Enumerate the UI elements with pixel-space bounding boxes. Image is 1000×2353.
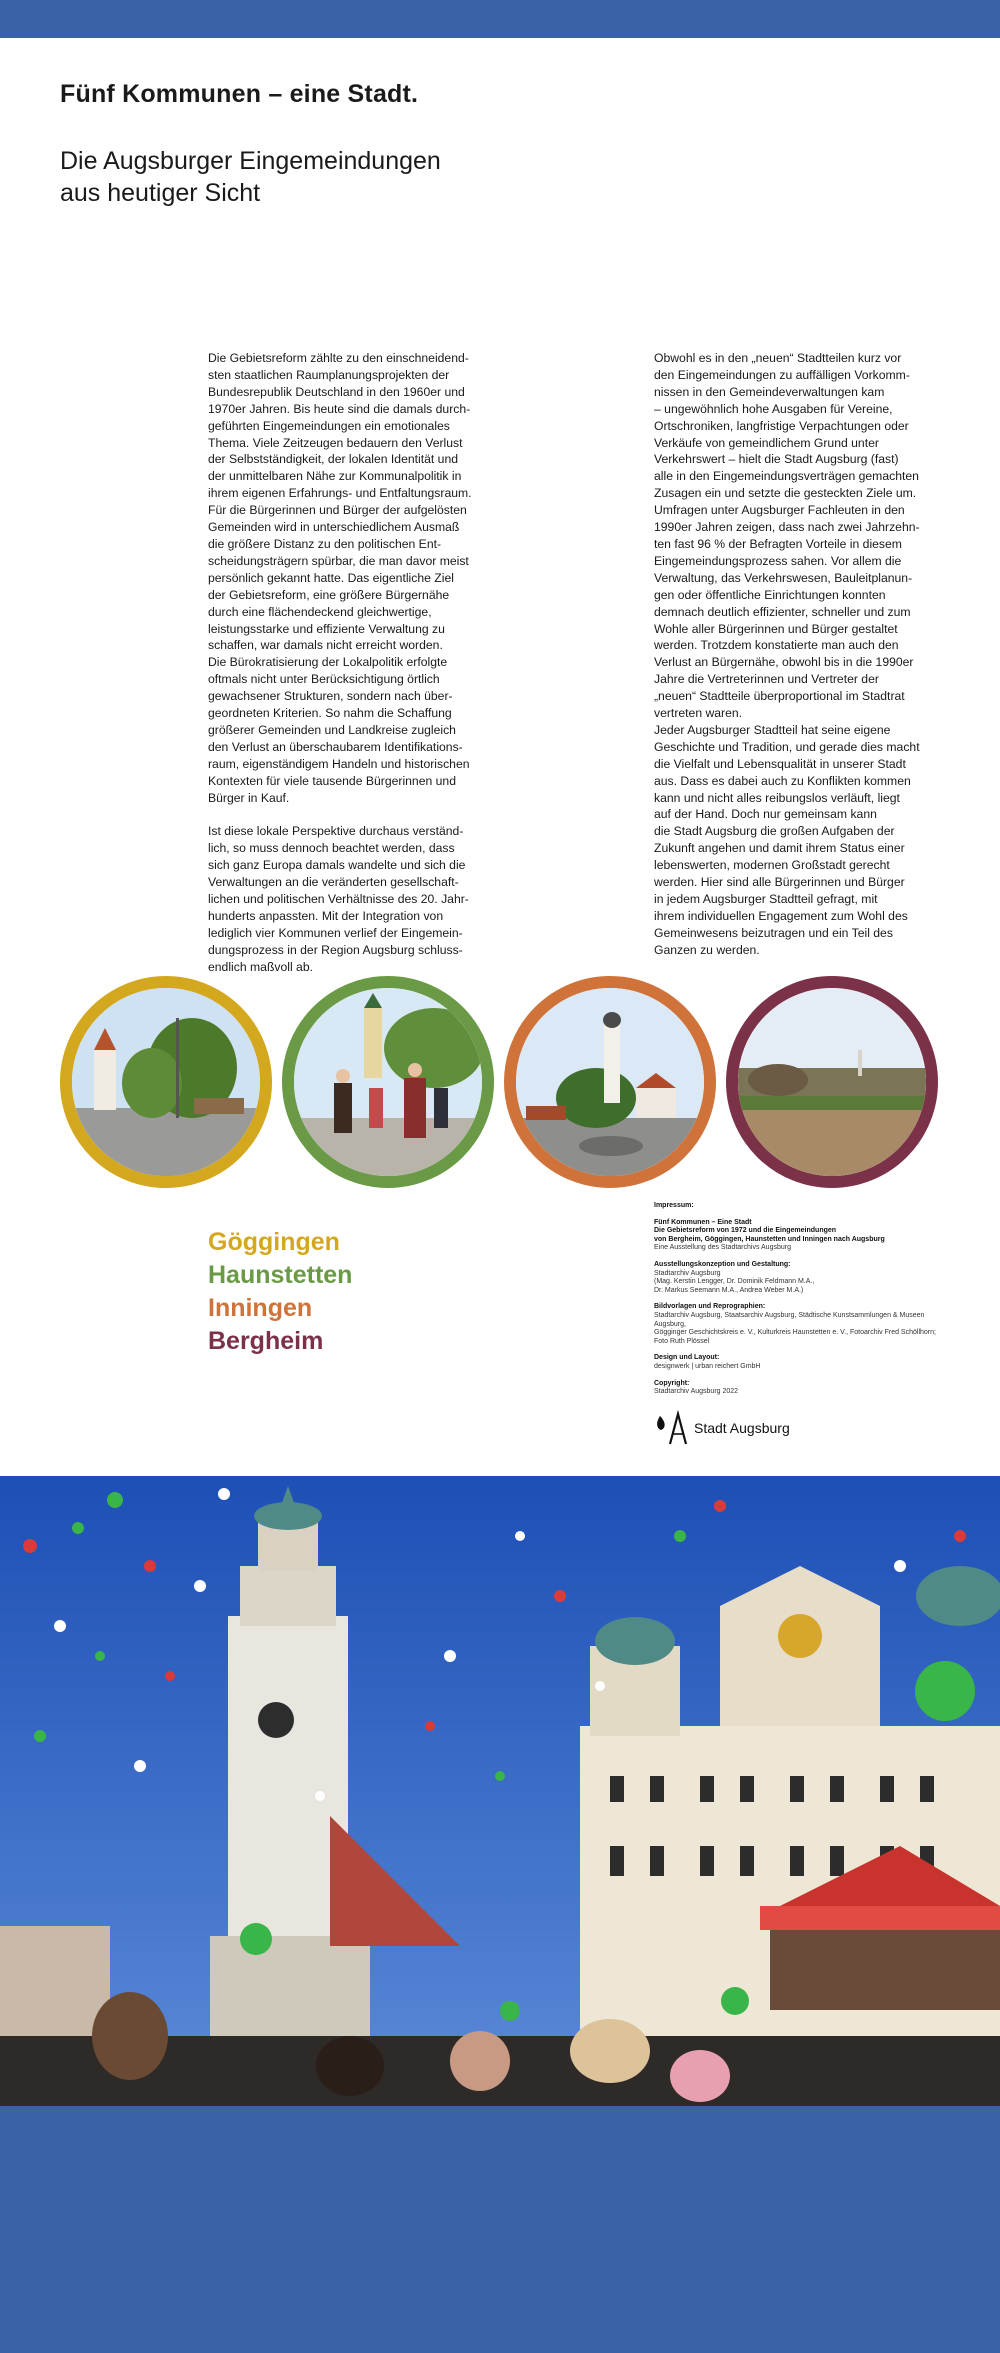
- page-title: Fünf Kommunen – eine Stadt.: [60, 80, 419, 108]
- top-color-band: [0, 0, 1000, 38]
- district-bergheim: Bergheim: [208, 1327, 324, 1355]
- imprint: [654, 1202, 954, 1405]
- imprint-heading: Impressum:: [654, 1202, 694, 1209]
- text-column-right: [654, 350, 950, 976]
- district-list: [208, 1226, 352, 1358]
- district-haunstetten: Haunstetten: [208, 1261, 353, 1289]
- city-logo: [654, 1410, 790, 1446]
- subtitle-line-1: Die Augsburger Eingemeindungen: [60, 147, 441, 175]
- photo-circle-goeggingen: [60, 976, 272, 1188]
- paragraph-left-2: Ist diese lokale Perspektive durchaus verständ- lich, so muss dennoch beachtet werden, dass sich ganz Europa damals wandelte und sich die Verwaltungen an die veränderten gesellschaft- lichen und politischen Verhältnisse des 20. Jahr- hunderts anpassten. Mit der Integration von lediglich vier Kommunen verlief der Eingemein- dungsprozess in der Region Augsburg schluss- endlich maßvoll ab.: [208, 824, 469, 974]
- stadt-augsburg-logo-icon: [654, 1410, 688, 1446]
- imprint-images-heading: Bildvorlagen und Reprographien:: [654, 1303, 766, 1311]
- town-hall-photo: [0, 1476, 1000, 2106]
- bottom-color-band: [0, 2106, 1000, 2353]
- imprint-copyright-heading: Copyright:: [654, 1379, 690, 1387]
- page-subtitle: [60, 145, 580, 209]
- photo-circle-inningen: [504, 976, 716, 1188]
- imprint-design-heading: Design und Layout:: [654, 1354, 720, 1362]
- imprint-design-text: designwerk | urban reichert GmbH: [654, 1362, 761, 1370]
- imprint-copyright-text: Stadtarchiv Augsburg 2022: [654, 1388, 739, 1396]
- imprint-project-title: Fünf Kommunen – Eine Stadt Die Gebietsreform von 1972 und die Eingemeindungen von Bergheim, Göggingen, Haunstetten und Inningen nach Augsburg: [654, 1218, 885, 1243]
- imprint-project-subtitle: Eine Ausstellung des Stadtarchivs Augsburg: [654, 1244, 791, 1252]
- text-column-left: [208, 350, 498, 992]
- imprint-images-text: Stadtarchiv Augsburg, Staatsarchiv Augsburg, Städtische Kunstsammlungen & Museen Augsburg, Gögginger Geschichtskreis e. V., Kulturkreis Haunstetten e. V., Fotoarchiv Fred Schöllhorn; Foto Ruth Plössel: [654, 1311, 936, 1345]
- imprint-concept-heading: Ausstellungskonzeption und Gestaltung:: [654, 1260, 791, 1268]
- photo-circle-bergheim: [726, 976, 938, 1188]
- photo-circle-haunstetten: [282, 976, 494, 1188]
- imprint-concept-text: Stadtarchiv Augsburg (Mag. Kerstin Lengger, Dr. Dominik Feldmann M.A., Dr. Markus Seemann M.A., Andrea Weber M.A.): [654, 1269, 815, 1294]
- paragraph-left-1: Die Gebietsreform zählte zu den einschneidend- sten staatlichen Raumplanungsprojekten der Bundesrepublik Deutschland in den 1960er und 1970er Jahren. Bis heute sind die damals durch- geführten Eingemeindungen ein emotionales Thema. Viele Zeitzeugen bedauern den Verlust der Selbstständigkeit, der lokalen Identität und der unmittelbaren Nähe zur Kommunalpolitik in ihrem eigenen Erfahrungs- und Entfaltungsraum. Für die Bürgerinnen und Bürger der aufgelösten Gemeinden wird in unterschiedlichem Ausmaß die größere Distanz zu den politischen Ent- scheidungsträgern spürbar, die man davor meist persönlich gekannt hatte. Das eigentliche Ziel der Gebietsreform, eine größere Bürgernähe durch eine flächendeckend gleichwertige, leistungsstarke und effiziente Verwaltung zu schaffen, war damals nicht erreicht worden. Die Bürokratisierung der Lokalpolitik erfolgte oftmals nicht unter Berücksichtigung örtlich gewachsener Strukturen, sondern nach über- geordneten Kriterien. So nahm die Schaffung größerer Gemeinden und Landkreise zugleich den Verlust an überschaubarem Identifikations- raum, eigenständigem Handeln und historischen Kontexten für viele tausende Bürgerinnen und Bürger in Kauf.: [208, 351, 472, 805]
- paragraph-right-1: Obwohl es in den „neuen“ Stadtteilen kurz vor den Eingemeindungen zu auffälligen Vorkomm- nissen in den Gemeindeverwaltungen kam – ungewöhnlich hohe Ausgaben für Vereine, Ortschroniken, langfristige Verpachtungen oder Verkäufe von gemeindlichem Grund unter Verkehrswert – hielt die Stadt Augsburg (fast) alle in den Eingemeindungsverträgen gemachten Zusagen ein und setzte die gesteckten Ziele um. Umfragen unter Augsburger Fachleuten in den 1990er Jahren zeigen, dass nach zwei Jahrzehn- ten fast 96 % der Befragten Vorteile in diesem Eingemeindungsprozess sahen. Vor allem die Verwaltung, das Verkehrswesen, Bauleitplanun- gen oder öffentliche Einrichtungen konnten demnach deutlich effizienter, schneller und zum Wohle aller Bürgerinnen und Bürger gestaltet werden. Trotzdem konstatierte man auch den Verlust an Bürgernähe, obwohl bis in die 1990er Jahre die Vertreterinnen und Vertreter der „neuen“ Stadtteile überproportional im Stadtrat vertreten waren. Jeder Augsburger Stadtteil hat seine eigene Geschichte und Tradition, und gerade dies macht die Vielfalt und Lebensqualität in unserer Stadt aus. Dass es dabei auch zu Konflikten kommen kann und nicht alles reibungslos verläuft, liegt auf der Hand. Doch nur gemeinsam kann die Stadt Augsburg die großen Aufgaben der Zukunft angehen und damit ihrem Status einer lebenswerten, modernen Großstadt gerecht werden. Hier sind alle Bürgerinnen und Bürger in jedem Augsburger Stadtteil gefragt, mit ihrem individuellen Engagement zum Wohl des Gemeinwesens beizutragen und ein Teil des Ganzen zu werden.: [654, 351, 920, 957]
- subtitle-line-2: aus heutiger Sicht: [60, 179, 261, 207]
- district-goeggingen: Göggingen: [208, 1228, 340, 1256]
- district-inningen: Inningen: [208, 1294, 313, 1322]
- logo-text: Stadt Augsburg: [694, 1420, 790, 1436]
